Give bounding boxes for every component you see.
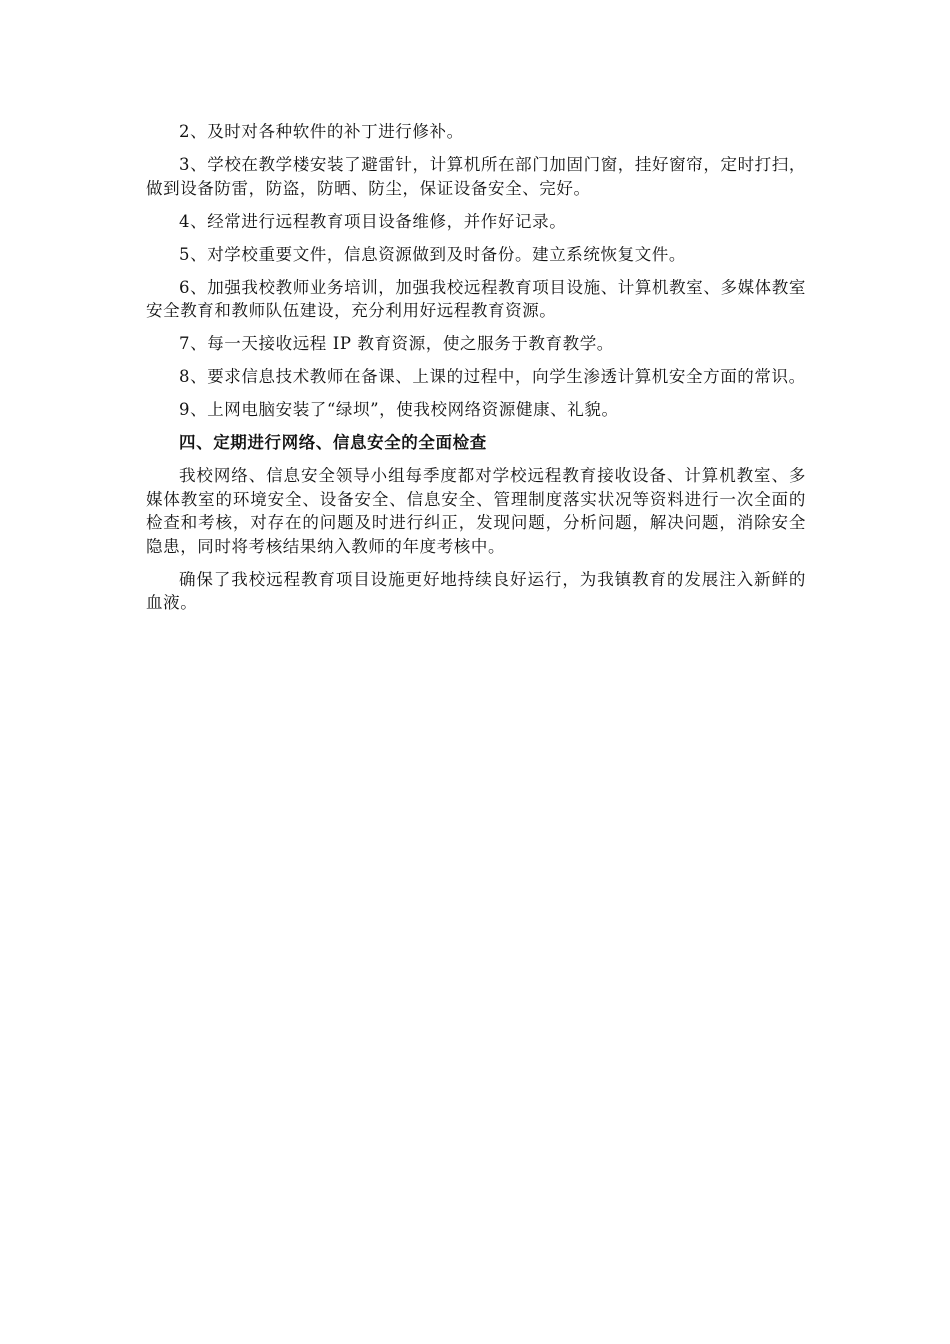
paragraph-item-6: 6、加强我校教师业务培训，加强我校远程教育项目设施、计算机教室、多媒体教室安全教育和教师队伍建设，充分利用好远程教育资源。 [146, 277, 806, 320]
paragraph-inspection: 我校网络、信息安全领导小组每季度都对学校远程教育接收设备、计算机教室、多媒体教室的环境安全、设备安全、信息安全、管理制度落实状况等资料进行一次全面的检查和考核，对存在的问题及时进行纠正，发现问题，分析问题，解决问题，消除安全隐患，同时将考核结果纳入教师的年度考核中。 [146, 466, 806, 556]
document-body [146, 120, 806, 624]
paragraph-item-2: 2、及时对各种软件的补丁进行修补。 [179, 122, 464, 141]
paragraph-item-8: 8、要求信息技术教师在备课、上课的过程中，向学生渗透计算机安全方面的常识。 [179, 367, 806, 386]
paragraph-item-9: 9、上网电脑安装了“绿坝”，使我校网络资源健康、礼貌。 [179, 400, 619, 419]
paragraph-item-5: 5、对学校重要文件，信息资源做到及时备份。建立系统恢复文件。 [179, 244, 686, 264]
paragraph-conclusion: 确保了我校远程教育项目设施更好地持续良好运行，为我镇教育的发展注入新鲜的血液。 [146, 569, 806, 612]
paragraph-item-7: 7、每一天接收远程 IP 教育资源，使之服务于教育教学。 [179, 334, 614, 353]
paragraph-item-4: 4、经常进行远程教育项目设备维修，并作好记录。 [179, 211, 567, 231]
section-heading: 四、定期进行网络、信息安全的全面检查 [179, 433, 487, 452]
paragraph-item-3: 3、学校在教学楼安装了避雷针，计算机所在部门加固门窗，挂好窗帘，定时打扫，做到设备防雷，防盗，防晒、防尘，保证设备安全、完好。 [146, 155, 806, 198]
